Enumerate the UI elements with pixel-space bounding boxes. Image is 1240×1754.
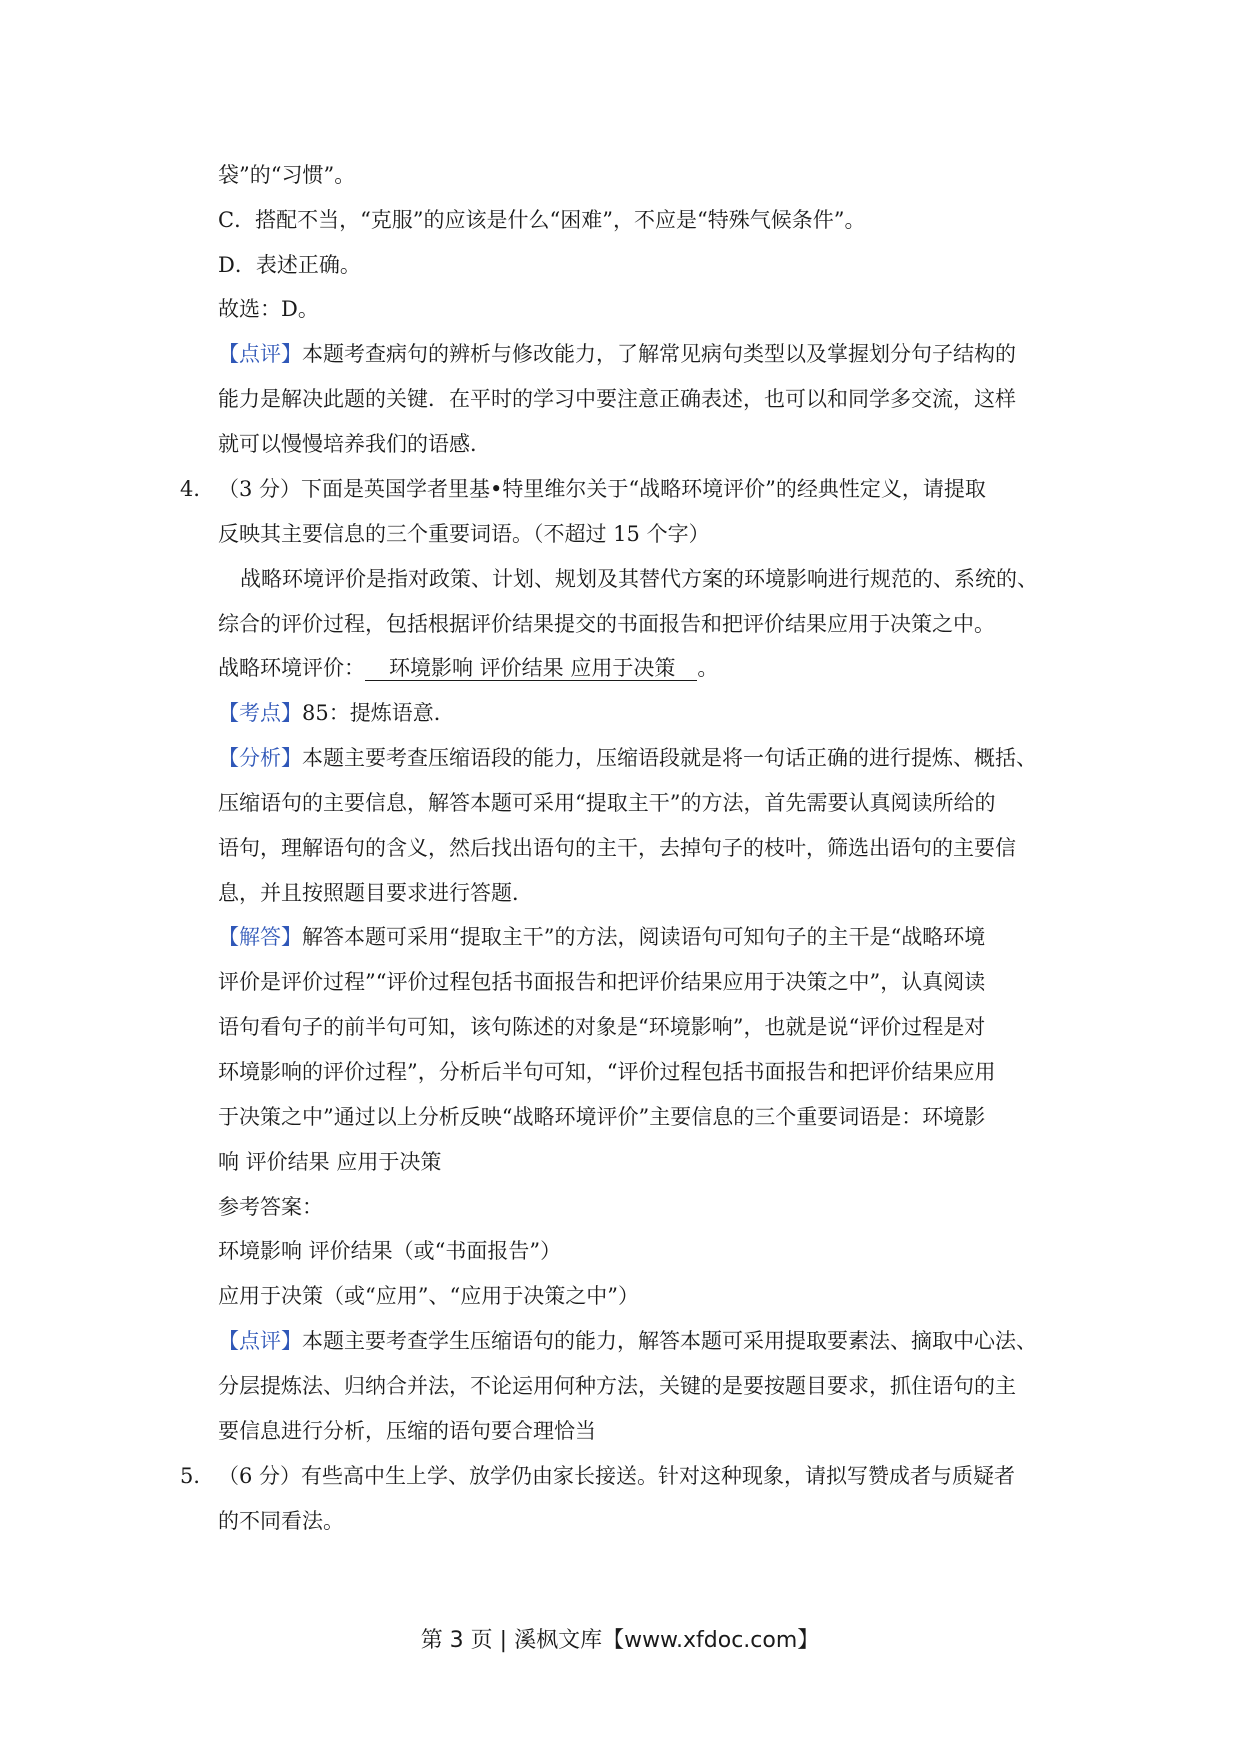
answer-prompt: 战略环境评价：	[218, 656, 365, 680]
analysis-line	[218, 743, 1037, 773]
text-line: 要信息进行分析，压缩的语句要合理恰当	[218, 1419, 596, 1443]
solution-line	[218, 922, 985, 952]
text-line: 语句看句子的前半句可知，该句陈述的对象是“环境影响”，也就是说“评价过程是对	[218, 1015, 986, 1039]
test-point-tag: 【考点】	[218, 701, 302, 725]
question-5-text: 的不同看法。	[218, 1509, 344, 1533]
text-line: 评价是评价过程”“评价过程包括书面报告和把评价结果应用于决策之中”，认真阅读	[218, 970, 986, 994]
text-line: 分层提炼法、归纳合并法，不论运用何种方法，关键的是要按题目要求，抓住语句的主	[218, 1374, 1016, 1398]
reference-answer-line: 环境影响 评价结果（或“书面报告”）	[218, 1239, 562, 1263]
comment-tag: 【点评】	[218, 342, 302, 366]
question-5-text: （6 分）有些高中生上学、放学仍由家长接送。针对这种现象，请拟写赞成者与质疑者	[218, 1464, 1016, 1488]
analysis-text: 本题主要考查压缩语段的能力，压缩语段就是将一句话正确的进行提炼、概括、	[302, 746, 1037, 770]
text-line: 袋”的“习惯”。	[218, 163, 356, 187]
text-line: 环境影响的评价过程”，分析后半句可知，“评价过程包括书面报告和把评价结果应用	[218, 1060, 996, 1084]
reference-answer-line: 应用于决策（或“应用”、“应用于决策之中”）	[218, 1284, 639, 1308]
comment-tag: 【点评】	[218, 1329, 302, 1353]
comment-text: 本题考查病句的辨析与修改能力，了解常见病句类型以及掌握划分句子结构的	[302, 342, 1016, 366]
text-line: 能力是解决此题的关键．在平时的学习中要注意正确表述，也可以和同学多交流，这样	[218, 387, 1016, 411]
comment-line	[218, 339, 1016, 369]
text-line: 压缩语句的主要信息，解答本题可采用“提取主干”的方法，首先需要认真阅读所给的	[218, 791, 996, 815]
text-line: 语句，理解语句的含义，然后找出语句的主干，去掉句子的枝叶，筛选出语句的主要信	[218, 836, 1016, 860]
answer-blank: 环境影响 评价结果 应用于决策	[365, 656, 697, 681]
test-point-line	[218, 698, 455, 728]
text-line: 响 评价结果 应用于决策	[218, 1150, 442, 1174]
answer-line	[218, 653, 718, 683]
question-number: 5．	[180, 1464, 215, 1488]
text-line: 于决策之中”通过以上分析反映“战略环境评价”主要信息的三个重要词语是：环境影	[218, 1105, 986, 1129]
question-4-text: （3 分）下面是英国学者里基•特里维尔关于“战略环境评价”的经典性定义，请提取	[218, 477, 986, 501]
answer-choice: 故选：D。	[218, 297, 319, 321]
passage-text: 综合的评价过程，包括根据评价结果提交的书面报告和把评价结果应用于决策之中。	[218, 612, 995, 636]
page-footer: 第 3 页 | 溪枫文库【www.xfdoc.com】	[420, 1628, 820, 1653]
reference-answer-heading: 参考答案：	[218, 1195, 323, 1219]
solution-tag: 【解答】	[218, 925, 302, 949]
text-line: 就可以慢慢培养我们的语感．	[218, 432, 491, 456]
option-d-explanation: D．表述正确。	[218, 253, 361, 277]
question-number: 4．	[180, 477, 215, 501]
question-4-text: 反映其主要信息的三个重要词语。（不超过 15 个字）	[218, 522, 710, 546]
analysis-tag: 【分析】	[218, 746, 302, 770]
solution-text: 解答本题可采用“提取主干”的方法，阅读语句可知句子的主干是“战略环境	[302, 925, 986, 949]
passage-text: 战略环境评价是指对政策、计划、规划及其替代方案的环境影响进行规范的、系统的、	[240, 567, 1038, 591]
answer-end: 。	[697, 656, 719, 680]
text-line: 息，并且按照题目要求进行答题．	[218, 881, 533, 905]
comment-line	[218, 1326, 1037, 1356]
option-c-explanation: C．搭配不当，“克服”的应该是什么“困难”，不应是“特殊气候条件”。	[218, 208, 866, 232]
comment-text: 本题主要考查学生压缩语句的能力，解答本题可采用提取要素法、摘取中心法、	[302, 1329, 1037, 1353]
test-point-text: 85：提炼语意．	[302, 701, 455, 725]
